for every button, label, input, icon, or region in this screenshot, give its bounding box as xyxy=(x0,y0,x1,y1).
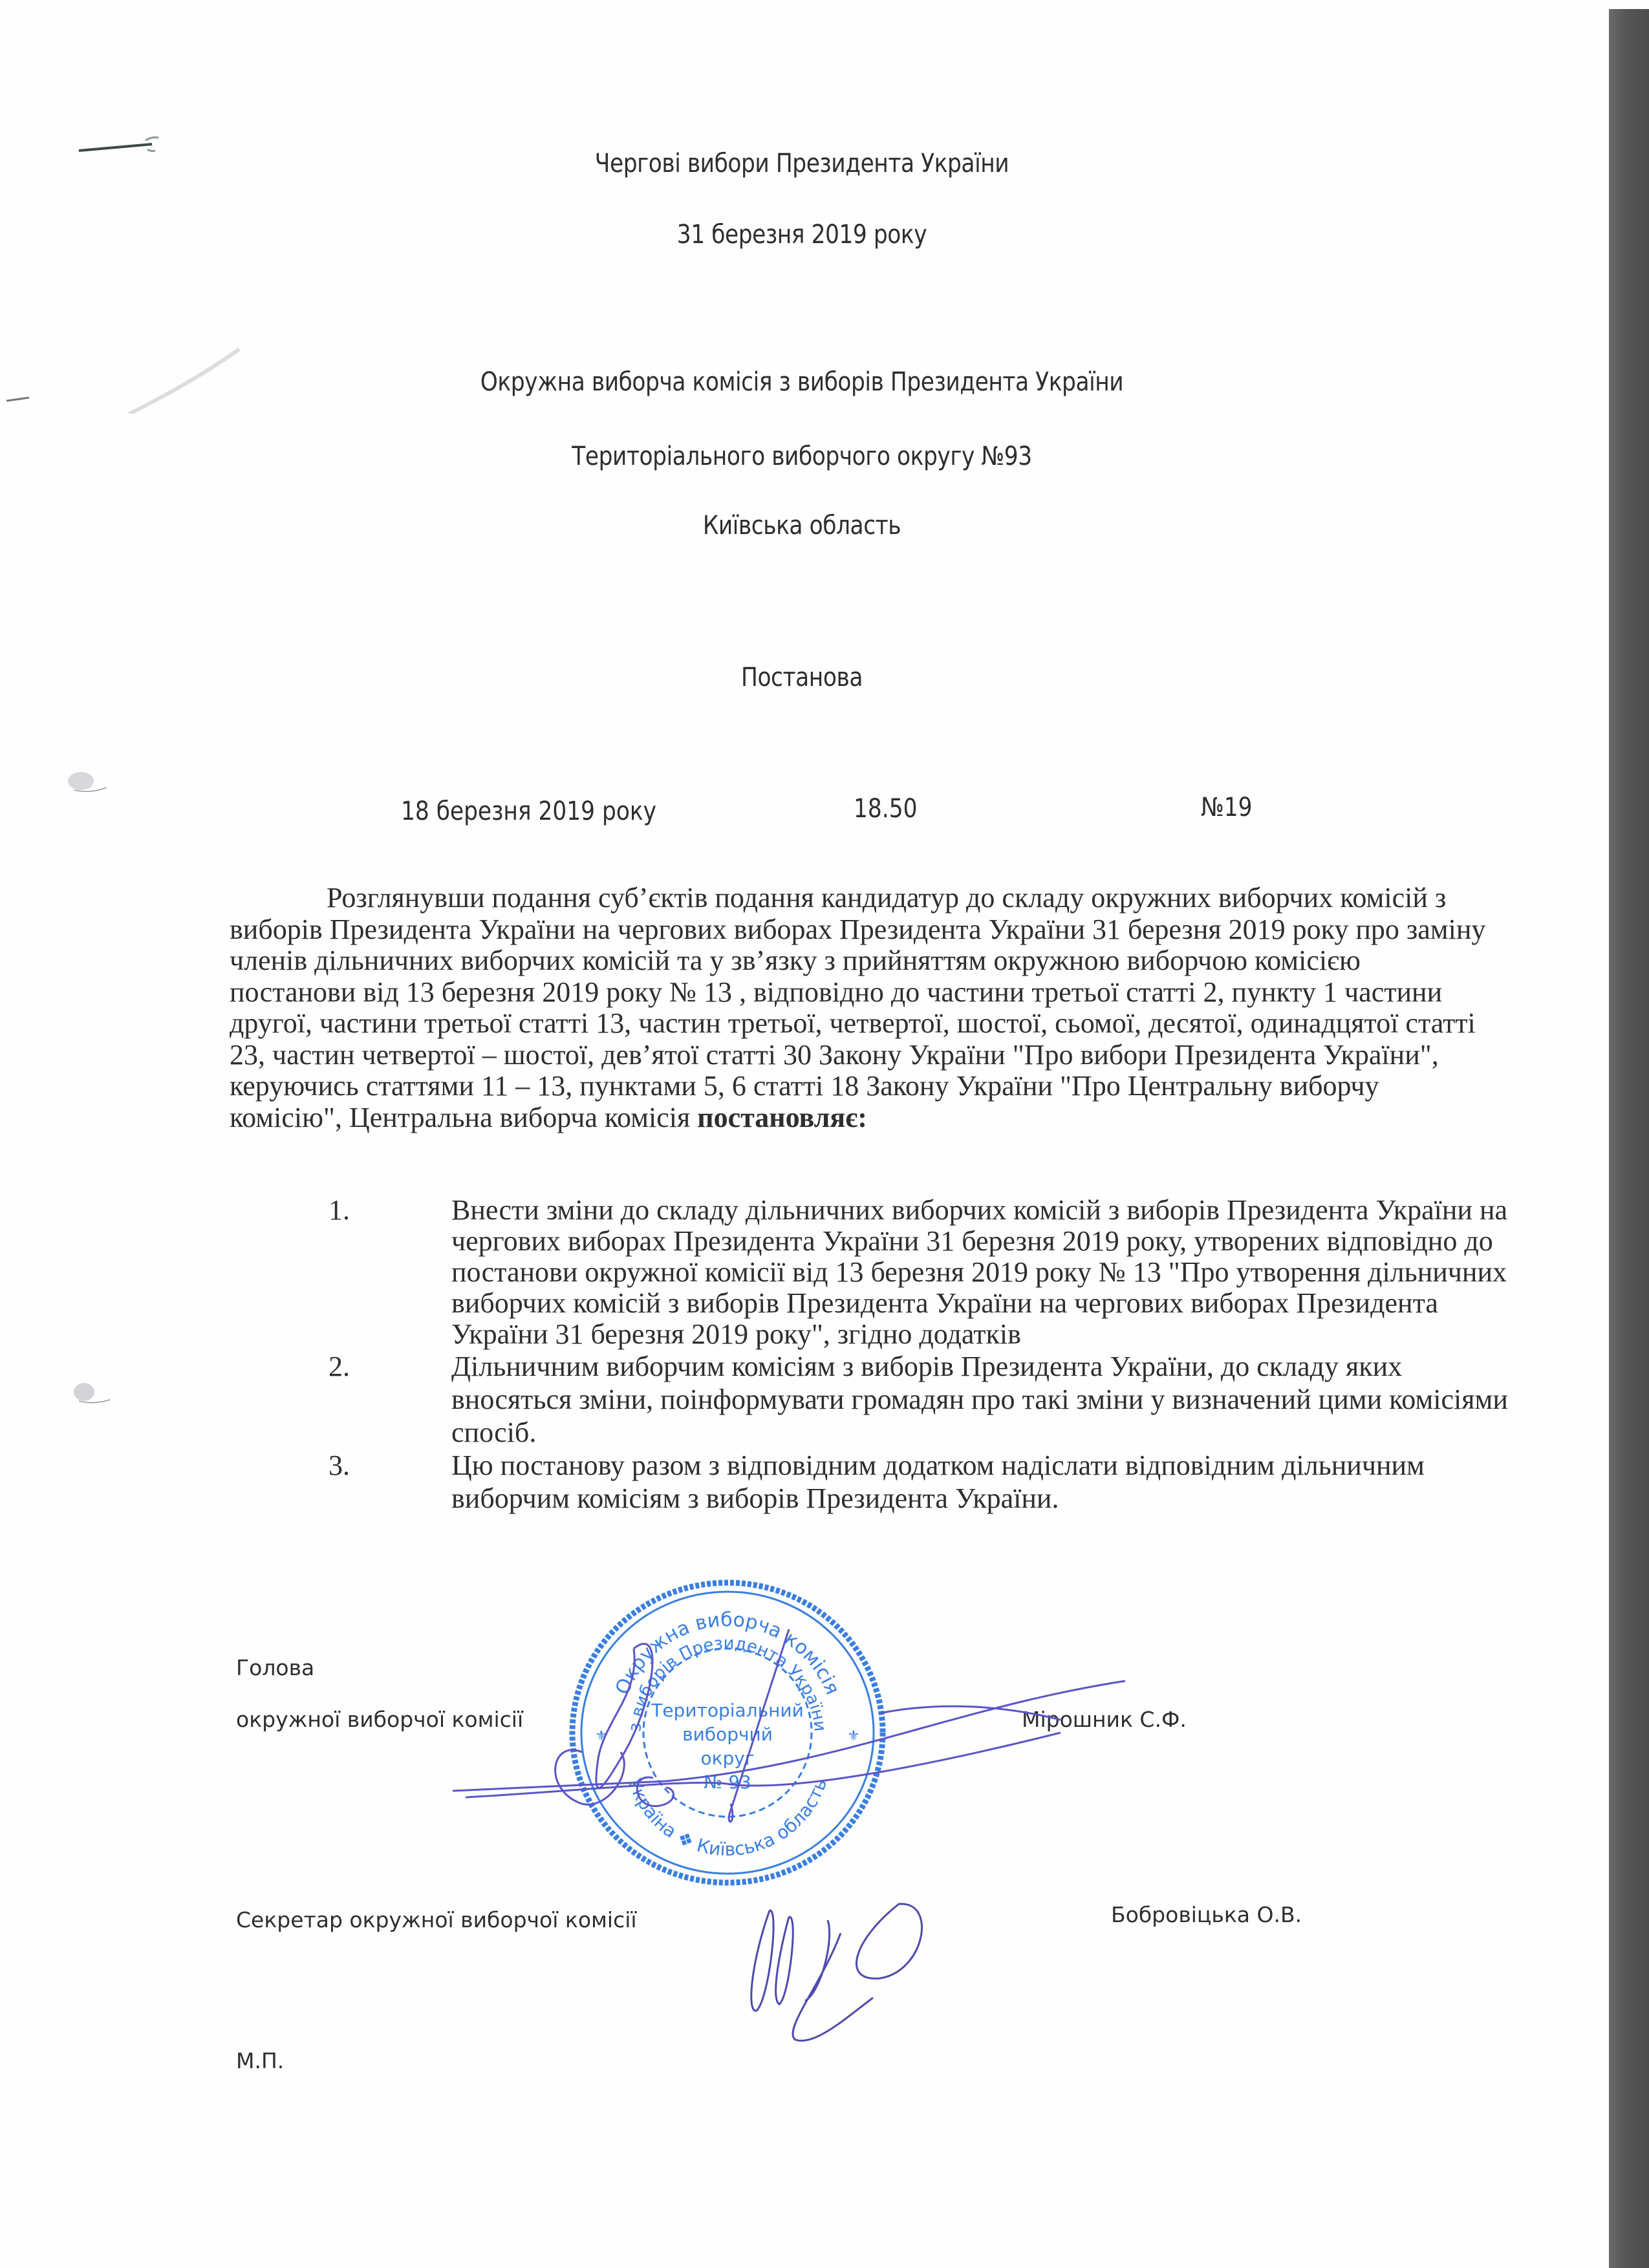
document-date: 18 березня 2019 року xyxy=(401,797,656,826)
item-number: 1. xyxy=(329,1194,350,1226)
stamp-inner-line1: Територіальний xyxy=(651,1700,804,1721)
punch-hole-shadow xyxy=(61,769,113,795)
item-number: 2. xyxy=(329,1351,350,1382)
item-number: 3. xyxy=(329,1450,350,1481)
item-text: Дільничним виборчим комісіям з виборів Президента України, до складу яких вносяться зміни, поінформувати громадян про такі зміни у визначений цими комісіями спосіб. xyxy=(451,1351,1508,1448)
resolution-item xyxy=(329,1449,1512,1515)
stamp-inner-line3: округ xyxy=(700,1748,755,1769)
stamp-text-bottom: Україна ❖ Київська область xyxy=(623,1775,832,1861)
item-text: Цю постанову разом з відповідним додатком надіслати відповідним дільничним виборчим комісіям з виборів Президента України. xyxy=(451,1450,1425,1514)
chair-title-line2: окружної виборчої комісії xyxy=(236,1707,524,1732)
resolution-items xyxy=(329,1195,1512,1515)
stamp-inner-line2: виборчий xyxy=(682,1724,773,1745)
commission-name: Окружна виборча комісія з виборів Президента України xyxy=(480,367,1124,397)
punch-hole-shadow xyxy=(65,1380,116,1406)
secretary-signature xyxy=(744,1901,1015,2056)
secretary-name: Бобровіцька О.В. xyxy=(1111,1902,1302,1927)
chair-title-line1: Голова xyxy=(236,1655,315,1680)
chair-name: Мірошник С.Ф. xyxy=(1022,1707,1187,1732)
district-name: Територіального виборчого округу №93 xyxy=(572,442,1032,471)
stamp-inner-line4: № 93 xyxy=(704,1771,751,1793)
election-date: 31 березня 2019 року xyxy=(676,220,927,250)
item-text: Внести зміни до складу дільничних виборчих комісій з виборів Президента України на чергових виборах Президента України 31 березня 2019 року, утворених відповідно до постанови окружної комісії від 13 березня 2019 року № 13 "Про утворення дільничних виборчих комісій з виборів Президента України на чергових виборах Президента України 31 березня 2019 року", згідно додатків xyxy=(451,1194,1508,1350)
resolution-item xyxy=(329,1195,1512,1350)
region-name: Київська область xyxy=(702,511,901,540)
preamble-paragraph xyxy=(230,883,1487,1133)
scan-edge-top xyxy=(1609,0,1649,9)
preamble xyxy=(230,883,1487,1133)
resolution-item xyxy=(329,1350,1512,1449)
document-title: Постанова xyxy=(741,663,863,692)
secretary-title: Секретар окружної виборчої комісії xyxy=(236,1907,637,1932)
election-title: Чергові вибори Президента України xyxy=(594,149,1009,178)
stamp-text-mid: з виборів Президента України xyxy=(625,1633,830,1733)
document-time: 18.50 xyxy=(854,794,918,824)
seal-mark: М.П. xyxy=(236,2048,285,2073)
trident-icon: ⚜ xyxy=(847,1728,860,1744)
preamble-text: Розглянувши подання суб’єктів подання кандидатур до складу окружних виборчих комісій з виборів Президента України на чергових виборах Президента України 31 березня 2019 року про заміну членів дільничних виборчих комісій та у зв’язку з прийняттям окружною виборчою комісією постанови від 13 березня 2019 року № 13 , відповідно до частини третьої статті 2, пункту 1 частини другої, частини третьої статті 13, частин третьої, четвертої, шостої, сьомої, десятої, одинадцятої статті 23, частин четвертої – шостої, дев’ятої статті 30 Закону України "Про вибори Президента України", керуючись статтями 11 – 13, пунктами 5, 6 статті 18 Закону України "Про Центральну виборчу комісію", Центральна виборча комісія xyxy=(230,882,1486,1133)
stamp-text-top: Окружна виборча комісія xyxy=(611,1608,844,1698)
scanner-shadow-edge xyxy=(1609,9,1649,2268)
trident-icon: ⚜ xyxy=(595,1728,608,1744)
document-number: №19 xyxy=(1201,793,1253,822)
chair-signature xyxy=(453,1610,1132,1830)
resolves-label: постановляє: xyxy=(697,1101,867,1133)
